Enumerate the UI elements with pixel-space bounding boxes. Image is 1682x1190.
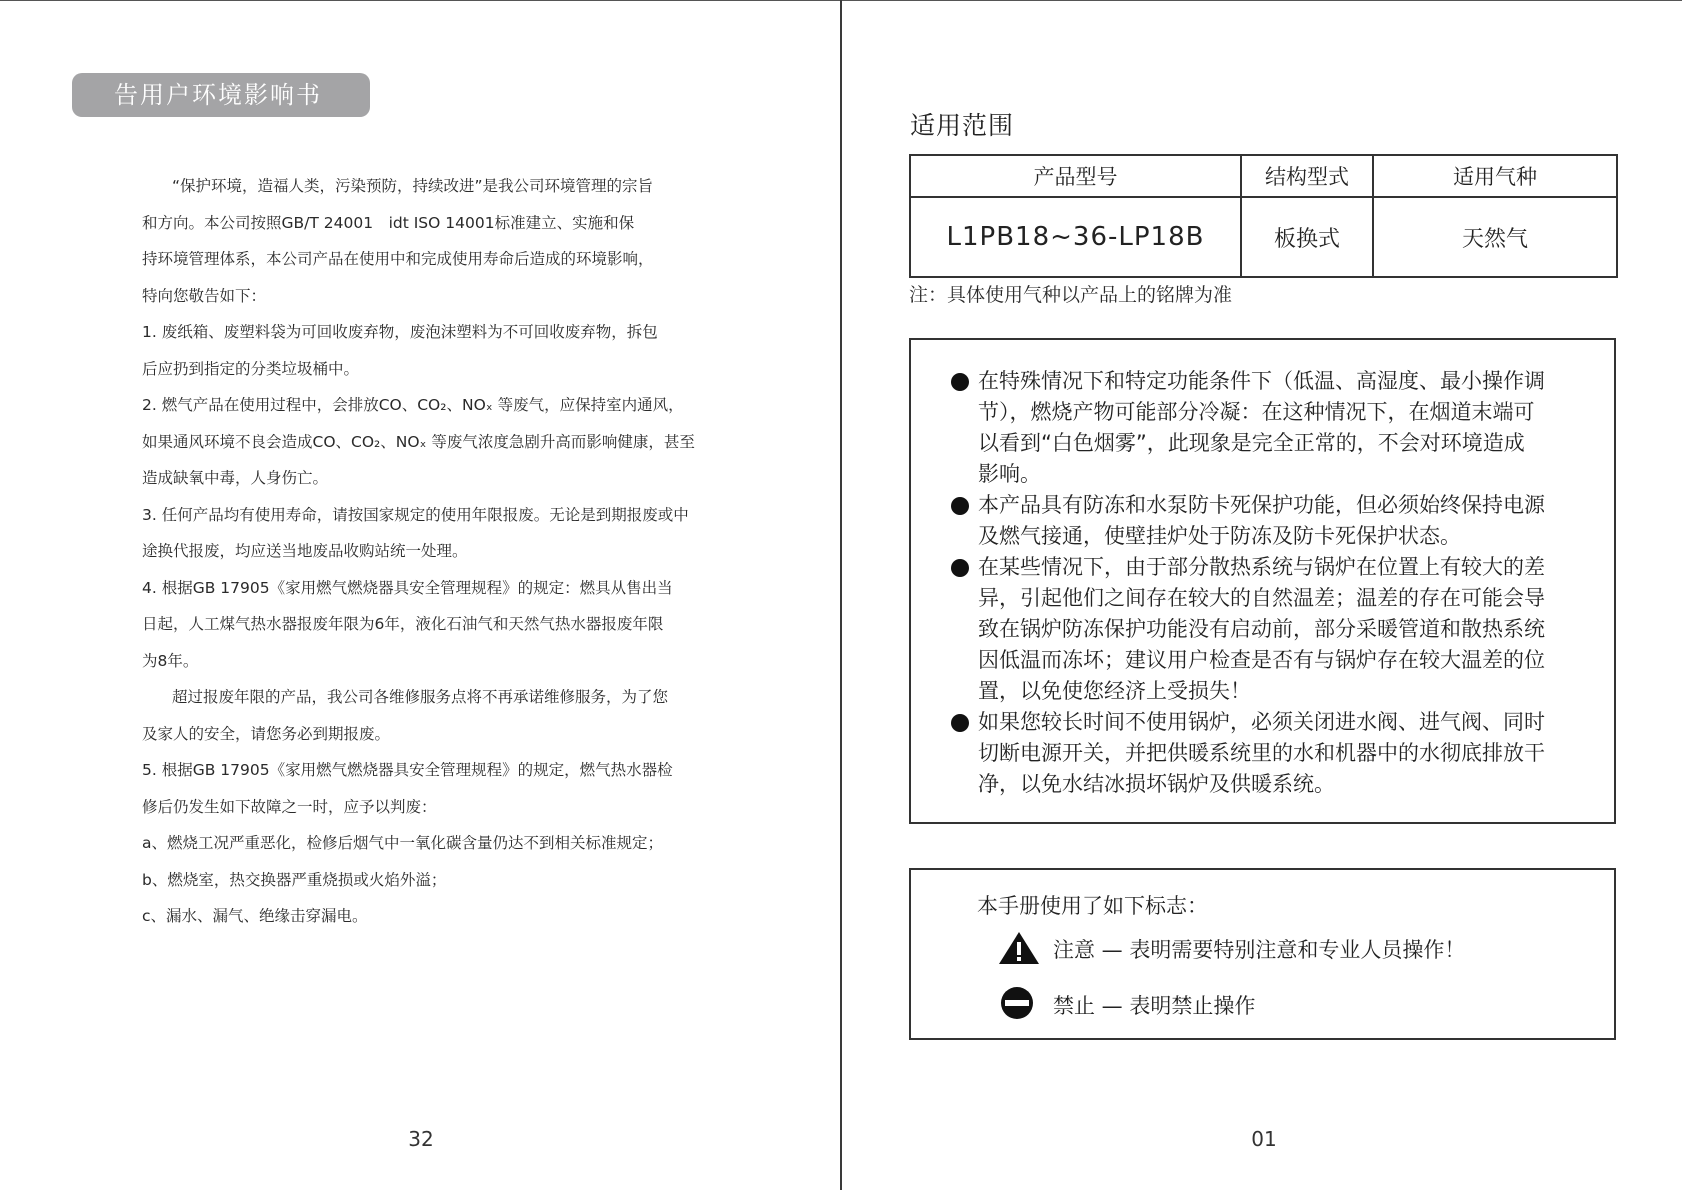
- legend-intro: 本手册使用了如下标志：: [977, 894, 1208, 918]
- notice-line: 影响。: [978, 462, 1041, 486]
- legend-text: 注意 — 表明需要特别注意和专业人员操作！: [1053, 938, 1466, 962]
- legend-text: 禁止 — 表明禁止操作: [1053, 994, 1256, 1018]
- table-header: 结构型式: [1241, 155, 1373, 197]
- notice-line: 异，引起他们之间存在较大的自然温差；温差的存在可能会导: [978, 586, 1545, 610]
- table-header: 产品型号: [910, 155, 1241, 197]
- paragraph-line: 2. 燃气产品在使用过程中，会排放CO、CO₂、NOₓ 等废气，应保持室内通风，: [142, 396, 684, 414]
- table-row: [910, 197, 1617, 277]
- paragraph-line: “保护环境，造福人类，污染预防，持续改进”是我公司环境管理的宗旨: [172, 177, 654, 195]
- notice-line: 因低温而冻坏；建议用户检查是否有与锅炉存在较大温差的位: [978, 648, 1545, 672]
- paragraph-line: 3. 任何产品均有使用寿命，请按国家规定的使用年限报废。无论是到期报废或中: [142, 505, 689, 524]
- notice-box: [909, 338, 1616, 824]
- paragraph-line: 途换代报废，均应送当地废品收购站统一处理。: [142, 542, 468, 560]
- notice-line: 本产品具有防冻和水泵防卡死保护功能，但必须始终保持电源: [978, 493, 1545, 517]
- warning-triangle-icon: [997, 930, 1041, 966]
- table-header-row: [910, 155, 1617, 197]
- notice-line: 在某些情况下，由于部分散热系统与锅炉在位置上有较大的差: [978, 555, 1545, 579]
- notice-line: 致在锅炉防冻保护功能没有启动前，部分采暖管道和散热系统: [978, 617, 1545, 641]
- paragraph-line: 后应扔到指定的分类垃圾桶中。: [142, 359, 360, 378]
- bullet-icon: [951, 497, 969, 515]
- page-number: 01: [1251, 1127, 1277, 1151]
- left-page: [0, 0, 840, 1190]
- notice-line: 如果您较长时间不使用锅炉，必须关闭进水阀、进气阀、同时: [978, 710, 1545, 734]
- paragraph-line: 为8年。: [142, 651, 199, 670]
- paragraph-line: 及家人的安全，请您务必到期报废。: [142, 724, 391, 743]
- model-cell: L1PB18~36-LP18B: [910, 197, 1241, 277]
- notice-item: [951, 490, 1591, 552]
- paragraph-line: 日起，人工煤气热水器报废年限为6年，液化石油气和天然气热水器报废年限: [142, 615, 664, 633]
- paragraph-line: 4. 根据GB 17905《家用燃气燃烧器具安全管理规程》的规定：燃具从售出当: [142, 578, 673, 597]
- structure-cell: 板换式: [1241, 197, 1373, 277]
- environment-notice-text: [142, 168, 708, 935]
- paragraph-line: 5. 根据GB 17905《家用燃气燃烧器具安全管理规程》的规定，燃气热水器检: [142, 761, 673, 779]
- applicability-table: [909, 154, 1618, 278]
- notice-line: 在特殊情况下和特定功能条件下（低温、高湿度、最小操作调: [978, 369, 1545, 393]
- paragraph-line: 持环境管理体系，本公司产品在使用中和完成使用寿命后造成的环境影响，: [142, 250, 654, 268]
- notice-line: 净，以免水结冰损坏锅炉及供暖系统。: [978, 772, 1335, 796]
- paragraph-line: 1. 废纸箱、废塑料袋为可回收废弃物，废泡沫塑料为不可回收废弃物，拆包: [142, 323, 658, 341]
- notice-line: 及燃气接通，使壁挂炉处于防冻及防卡死保护状态。: [978, 524, 1461, 548]
- paragraph-line: a、燃烧工况严重恶化，检修后烟气中一氧化碳含量仍达不到相关标准规定；: [142, 834, 664, 852]
- bullet-icon: [951, 559, 969, 577]
- page-number: 32: [408, 1127, 434, 1151]
- paragraph-line: 超过报废年限的产品，我公司各维修服务点将不再承诺维修服务，为了您: [172, 688, 669, 706]
- paragraph-line: 和方向。本公司按照GB/T 24001 idt ISO 14001标准建立、实施和保: [142, 213, 635, 232]
- paragraph-line: c、漏水、漏气、绝缘击穿漏电。: [142, 907, 368, 925]
- gas-type-cell: 天然气: [1373, 197, 1617, 277]
- table-header: 适用气种: [1373, 155, 1617, 197]
- paragraph-line: 修后仍发生如下故障之一时，应予以判废：: [142, 797, 437, 816]
- bullet-icon: [951, 373, 969, 391]
- bullet-icon: [951, 714, 969, 732]
- prohibition-icon: [997, 986, 1041, 1022]
- notice-line: 切断电源开关，并把供暖系统里的水和机器中的水彻底排放干: [978, 741, 1545, 765]
- paragraph-line: b、燃烧室，热交换器严重烧损或火焰外溢；: [142, 870, 447, 889]
- notice-item: [951, 707, 1591, 800]
- page-title: 告用户环境影响书: [72, 73, 370, 117]
- symbol-legend: [909, 868, 1616, 1040]
- right-page: [842, 0, 1682, 1190]
- notice-line: 以看到“白色烟雾”，此现象是完全正常的，不会对环境造成: [978, 431, 1525, 455]
- paragraph-line: 特向您敬告如下：: [142, 286, 267, 305]
- notice-item: [951, 366, 1591, 490]
- notice-line: 节），燃烧产物可能部分冷凝：在这种情况下，在烟道末端可: [978, 400, 1535, 424]
- paragraph-line: 造成缺氧中毒，人身伤亡。: [142, 469, 329, 487]
- section-title: 适用范围: [910, 111, 1015, 140]
- paragraph-line: 如果通风环境不良会造成CO、CO₂、NOₓ 等废气浓度急剧升高而影响健康，甚至: [142, 432, 695, 451]
- notice-item: [951, 552, 1591, 707]
- table-note: 注：具体使用气种以产品上的铭牌为准: [909, 284, 1233, 306]
- notice-line: 置，以免使您经济上受损失！: [978, 679, 1251, 703]
